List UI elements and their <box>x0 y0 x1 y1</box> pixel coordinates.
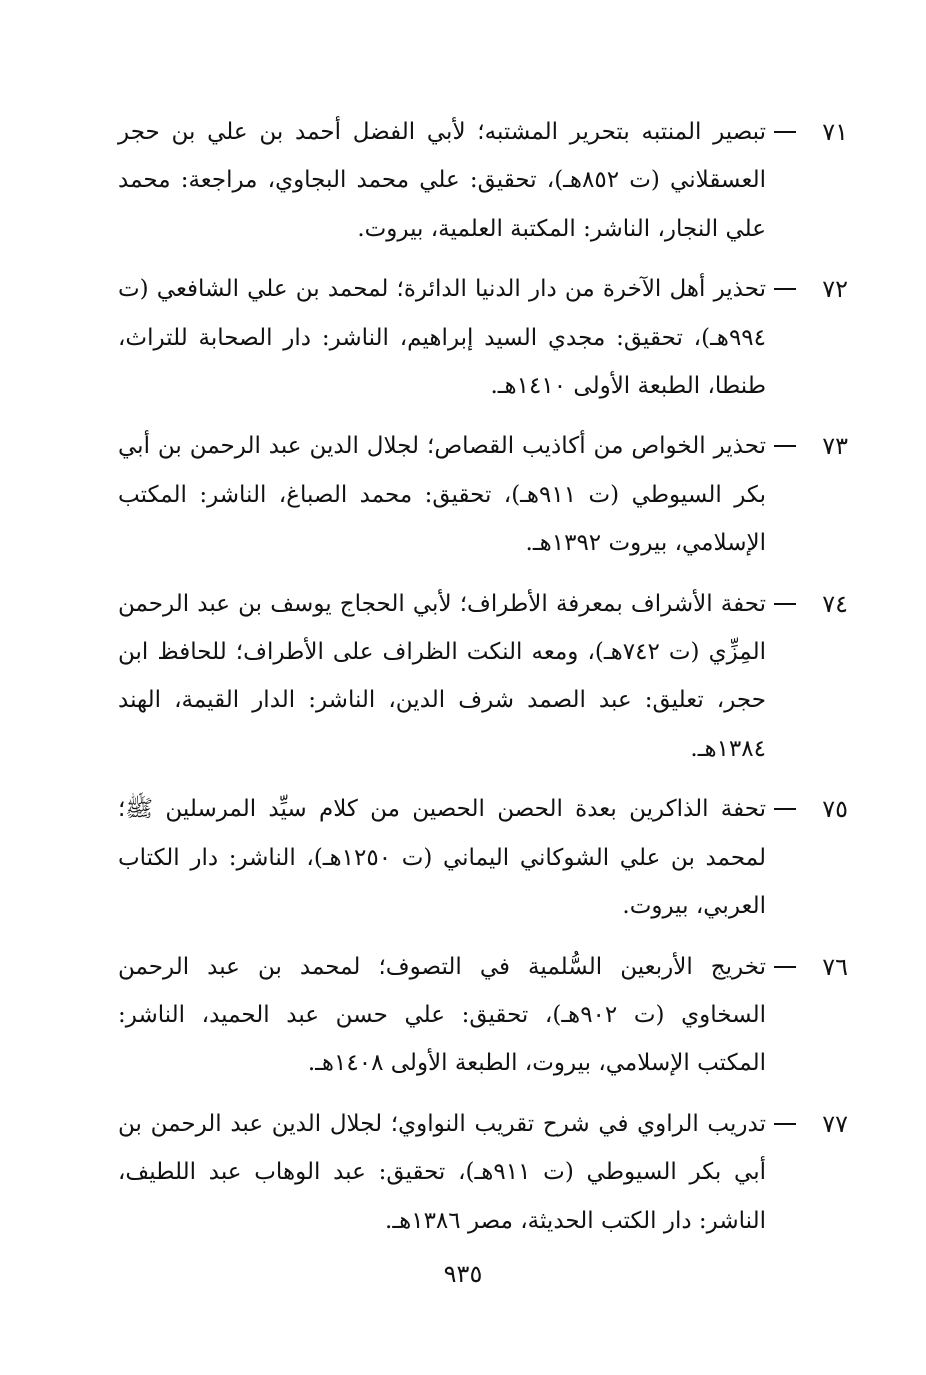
entry-number: ٧٦ <box>822 952 848 981</box>
entry-dash <box>774 808 796 810</box>
entry-dash <box>774 603 796 605</box>
entry-text: تحفة الذاكرين بعدة الحصن الحصين من كلام سيِّد المرسلين ﷺ؛ لمحمد بن علي الشوكاني اليماني (ت ١٢٥٠هـ)، الناشر: دار الكتاب العربي، بيروت. <box>118 796 766 920</box>
entry-number: ٧٥ <box>822 795 848 824</box>
entry-number: ٧٢ <box>822 275 848 304</box>
entry-dash <box>774 1123 796 1125</box>
entry-number: ٧٧ <box>822 1109 848 1138</box>
entry-marker <box>766 422 848 470</box>
bibliography-entry <box>118 785 848 930</box>
page-number: ٩٣٥ <box>443 1260 483 1288</box>
entry-number: ٧٤ <box>822 589 848 618</box>
entry-dash <box>774 131 796 133</box>
entry-marker <box>766 943 848 991</box>
entry-dash <box>774 288 796 290</box>
entry-marker <box>766 1100 848 1148</box>
entry-marker <box>766 265 848 313</box>
bibliography-entry <box>118 1100 848 1245</box>
bibliography-entry <box>118 943 848 1088</box>
entry-dash <box>774 445 796 447</box>
entry-number: ٧١ <box>822 118 848 146</box>
entry-marker <box>766 580 848 628</box>
bibliography-entry <box>118 265 848 410</box>
entry-text: تدريب الراوي في شرح تقريب النواوي؛ لجلال الدين عبد الرحمن بن أبي بكر السيوطي (ت ٩١١هـ)، تحقيق: عبد الوهاب عبد اللطيف، الناشر: دار الكتب الحديثة، مصر ١٣٨٦هـ. <box>118 1110 767 1234</box>
entry-marker <box>766 785 848 833</box>
entry-text: تحذير أهل الآخرة من دار الدنيا الدائرة؛ لمحمد بن علي الشافعي (ت ٩٩٤هـ)، تحقيق: مجدي السيد إبراهيم، الناشر: دار الصحابة للتراث، طنطا، الطبعة الأولى ١٤١٠هـ. <box>118 276 766 400</box>
bibliography-entry <box>118 422 848 567</box>
bibliography-entry <box>118 580 848 774</box>
entry-text: تحذير الخواص من أكاذيب القصاص؛ لجلال الدين عبد الرحمن بن أبي بكر السيوطي (ت ٩١١هـ)، تحقيق: محمد الصباغ، الناشر: المكتب الإسلامي، بيروت ١٣٩٢هـ. <box>118 433 766 557</box>
entry-text: تبصير المنتبه بتحرير المشتبه؛ لأبي الفضل أحمد بن علي بن حجر العسقلاني (ت ٨٥٢هـ)، تحقيق: علي محمد البجاوي، مراجعة: محمد علي النجار، الناشر: المكتبة العلمية، بيروت. <box>118 119 766 242</box>
entry-marker <box>766 108 848 156</box>
entry-number: ٧٣ <box>822 432 848 461</box>
entry-dash <box>774 966 796 968</box>
entry-text: تخريج الأربعين السُّلمية في التصوف؛ لمحمد بن عبد الرحمن السخاوي (ت ٩٠٢هـ)، تحقيق: علي حسن عبد الحميد، الناشر: المكتب الإسلامي، بيروت، الطبعة الأولى ١٤٠٨هـ. <box>118 953 766 1077</box>
bibliography-list <box>118 108 848 1257</box>
entry-text: تحفة الأشراف بمعرفة الأطراف؛ لأبي الحجاج يوسف بن عبد الرحمن المِزِّي (ت ٧٤٢هـ)، ومعه النكت الظراف على الأطراف؛ للحافظ ابن حجر، تعليق: عبد الصمد شرف الدين، الناشر: الدار القيمة، الهند ١٣٨٤هـ. <box>118 590 766 762</box>
bibliography-entry <box>118 108 848 253</box>
